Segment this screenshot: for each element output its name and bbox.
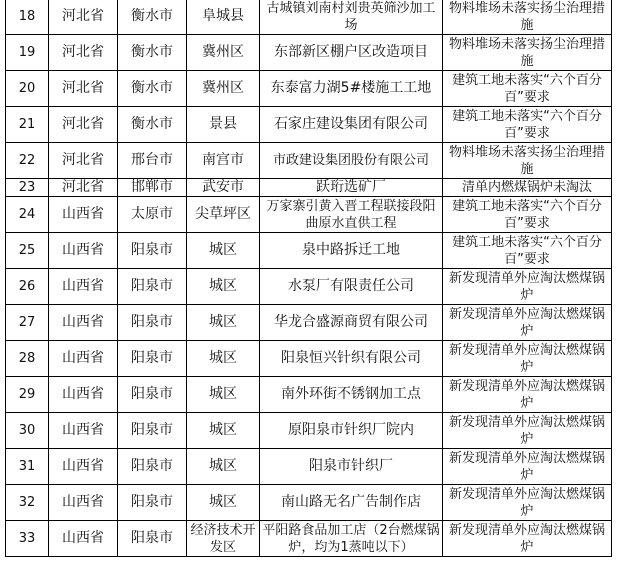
cell-issue: 建筑工地未落实“六个百分百”要求 <box>443 71 612 107</box>
cell-city: 阳泉市 <box>118 341 187 377</box>
cell-issue: 新发现清单外应淘汰燃煤锅炉 <box>443 521 612 557</box>
cell-entity: 东泰富力湖5#楼施工工地 <box>260 71 443 107</box>
cell-no: 20 <box>6 71 49 107</box>
cell-entity: 泉中路拆迁工地 <box>260 233 443 269</box>
cell-province: 河北省 <box>49 35 118 71</box>
cell-city: 阳泉市 <box>118 485 187 521</box>
cell-entity: 阳泉市针织厂 <box>260 449 443 485</box>
cell-no: 18 <box>6 0 49 35</box>
cell-county: 武安市 <box>187 179 260 197</box>
cell-issue: 新发现清单外应淘汰燃煤锅炉 <box>443 413 612 449</box>
cell-issue: 新发现清单外应淘汰燃煤锅炉 <box>443 305 612 341</box>
cell-county: 城区 <box>187 413 260 449</box>
cell-county: 城区 <box>187 485 260 521</box>
cell-issue: 物料堆场未落实扬尘治理措施 <box>443 35 612 71</box>
cell-city: 太原市 <box>118 197 187 233</box>
cell-issue: 新发现清单外应淘汰燃煤锅炉 <box>443 377 612 413</box>
cell-city: 邢台市 <box>118 143 187 179</box>
cell-entity: 阳泉恒兴针织有限公司 <box>260 341 443 377</box>
cell-province: 山西省 <box>49 233 118 269</box>
cell-entity: 跃珩选矿厂 <box>260 179 443 197</box>
table-row <box>6 0 612 35</box>
table-row <box>6 485 612 521</box>
cell-no: 24 <box>6 197 49 233</box>
cell-county: 城区 <box>187 449 260 485</box>
cell-no: 32 <box>6 485 49 521</box>
cell-province: 河北省 <box>49 179 118 197</box>
cell-entity: 古城镇刘南村刘贵英筛沙加工场 <box>260 0 443 35</box>
table-row <box>6 35 612 71</box>
table-row <box>6 341 612 377</box>
cell-no: 19 <box>6 35 49 71</box>
cell-county: 冀州区 <box>187 71 260 107</box>
cell-entity: 华龙合盛源商贸有限公司 <box>260 305 443 341</box>
cell-issue: 建筑工地未落实“六个百分百”要求 <box>443 197 612 233</box>
cell-county: 冀州区 <box>187 35 260 71</box>
table-row <box>6 449 612 485</box>
cell-county: 尖草坪区 <box>187 197 260 233</box>
table-row <box>6 143 612 179</box>
cell-entity: 原阳泉市针织厂院内 <box>260 413 443 449</box>
cell-no: 29 <box>6 377 49 413</box>
cell-entity: 南外环街不锈钢加工点 <box>260 377 443 413</box>
cell-city: 阳泉市 <box>118 233 187 269</box>
cell-entity: 南山路无名广告制作店 <box>260 485 443 521</box>
cell-province: 山西省 <box>49 305 118 341</box>
table-body <box>6 0 612 557</box>
cell-issue: 物料堆场未落实扬尘治理措施 <box>443 143 612 179</box>
cell-province: 山西省 <box>49 197 118 233</box>
cell-province: 山西省 <box>49 269 118 305</box>
cell-no: 25 <box>6 233 49 269</box>
table-row <box>6 269 612 305</box>
cell-province: 山西省 <box>49 413 118 449</box>
inspection-table <box>5 0 612 557</box>
cell-entity: 东部新区棚户区改造项目 <box>260 35 443 71</box>
table-row <box>6 71 612 107</box>
cell-province: 山西省 <box>49 521 118 557</box>
table-row <box>6 521 612 557</box>
cell-city: 衡水市 <box>118 35 187 71</box>
cell-entity: 平阳路食品加工店（2台燃煤锅炉，均为1蒸吨以下） <box>260 521 443 557</box>
cell-county: 城区 <box>187 269 260 305</box>
cell-issue: 新发现清单外应淘汰燃煤锅炉 <box>443 269 612 305</box>
cell-no: 31 <box>6 449 49 485</box>
cell-province: 河北省 <box>49 0 118 35</box>
cell-province: 河北省 <box>49 143 118 179</box>
cell-county: 阜城县 <box>187 0 260 35</box>
table-row <box>6 179 612 197</box>
cell-city: 阳泉市 <box>118 269 187 305</box>
cell-city: 阳泉市 <box>118 377 187 413</box>
cell-province: 山西省 <box>49 449 118 485</box>
cell-county: 城区 <box>187 377 260 413</box>
cell-county: 城区 <box>187 341 260 377</box>
table-row <box>6 377 612 413</box>
cell-no: 26 <box>6 269 49 305</box>
cell-city: 阳泉市 <box>118 521 187 557</box>
cell-no: 33 <box>6 521 49 557</box>
cell-issue: 建筑工地未落实“六个百分百”要求 <box>443 233 612 269</box>
cell-province: 山西省 <box>49 377 118 413</box>
cell-entity: 水泵厂有限责任公司 <box>260 269 443 305</box>
table-row <box>6 305 612 341</box>
cell-no: 23 <box>6 179 49 197</box>
table-row <box>6 233 612 269</box>
cell-entity: 市政建设集团股份有限公司 <box>260 143 443 179</box>
cell-province: 山西省 <box>49 341 118 377</box>
cell-province: 河北省 <box>49 107 118 143</box>
cell-city: 衡水市 <box>118 0 187 35</box>
cell-no: 22 <box>6 143 49 179</box>
cell-no: 27 <box>6 305 49 341</box>
cell-city: 阳泉市 <box>118 413 187 449</box>
cell-county: 经济技术开发区 <box>187 521 260 557</box>
cell-issue: 建筑工地未落实“六个百分百”要求 <box>443 107 612 143</box>
cell-issue: 物料堆场未落实扬尘治理措施 <box>443 0 612 35</box>
cell-entity: 万家寨引黄入晋工程联接段阳曲原水直供工程 <box>260 197 443 233</box>
cell-province: 河北省 <box>49 71 118 107</box>
cell-county: 城区 <box>187 305 260 341</box>
table-row <box>6 197 612 233</box>
cell-county: 城区 <box>187 233 260 269</box>
cell-no: 21 <box>6 107 49 143</box>
cell-city: 衡水市 <box>118 71 187 107</box>
cell-city: 邯郸市 <box>118 179 187 197</box>
cell-no: 30 <box>6 413 49 449</box>
cell-city: 阳泉市 <box>118 305 187 341</box>
cell-no: 28 <box>6 341 49 377</box>
cell-city: 衡水市 <box>118 107 187 143</box>
table-row <box>6 107 612 143</box>
table-row <box>6 413 612 449</box>
cell-entity: 石家庄建设集团有限公司 <box>260 107 443 143</box>
cell-issue: 清单内燃煤锅炉未淘汰 <box>443 179 612 197</box>
cell-province: 山西省 <box>49 485 118 521</box>
cell-issue: 新发现清单外应淘汰燃煤锅炉 <box>443 449 612 485</box>
cell-county: 景县 <box>187 107 260 143</box>
cell-county: 南宫市 <box>187 143 260 179</box>
cell-city: 阳泉市 <box>118 449 187 485</box>
cell-issue: 新发现清单外应淘汰燃煤锅炉 <box>443 485 612 521</box>
cell-issue: 新发现清单外应淘汰燃煤锅炉 <box>443 341 612 377</box>
